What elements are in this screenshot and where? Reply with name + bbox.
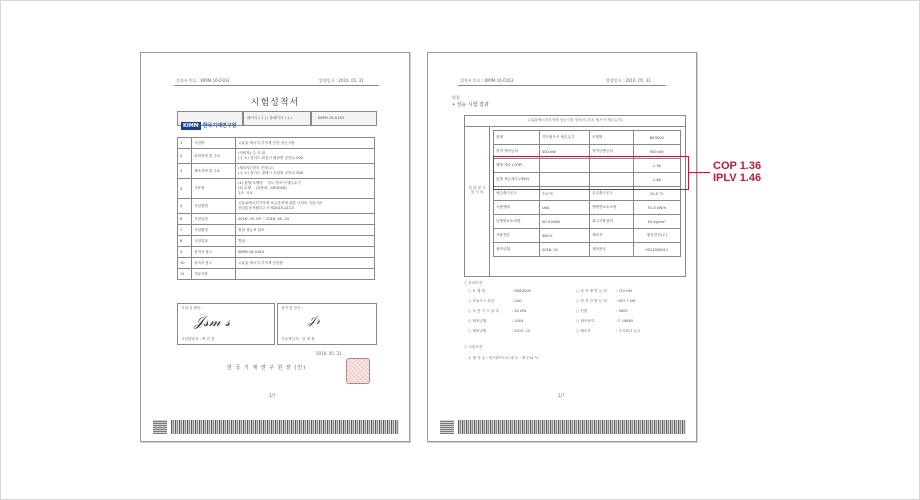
table-cell: NE3000 xyxy=(633,131,680,145)
table-row xyxy=(178,164,375,179)
logo-meta-box xyxy=(243,111,311,126)
handwritten-signature-1: 𝒥𝓈𝓂 𝓈 xyxy=(194,314,231,330)
row-label: 시험결과 xyxy=(191,236,235,247)
spec-cell: : 2004 xyxy=(512,319,524,323)
row-number: 5 xyxy=(178,199,192,214)
sign-left-box xyxy=(177,303,275,345)
page2-number: 2/7 xyxy=(558,393,565,398)
kimm-logo xyxy=(177,111,243,129)
spec-list xyxy=(468,289,683,339)
table-row xyxy=(178,236,375,247)
row-label: 시험환경 xyxy=(191,225,235,236)
page1-header-right: 발행일자 : 2016. 05. 31 xyxy=(319,78,364,83)
row-value: (제조자) 엘지 전자(주) (주 소) 경기도 평택시 진위면 공단로 000 xyxy=(235,164,374,179)
spec-cell: : 40 kPa xyxy=(512,309,527,313)
row-value: 2016. 05. 09 ~ 2016. 05. 24 xyxy=(235,214,374,225)
cop-iplv-highlight-box xyxy=(493,156,689,190)
spec-row xyxy=(468,289,683,299)
row-label: 성적서 용도 xyxy=(191,258,235,269)
logo-code: KIMM-16-0163 xyxy=(318,116,344,120)
spec-cell: : 712 kW xyxy=(616,289,632,293)
logo-name: 한국기계연구원 xyxy=(202,123,237,129)
row-number: 7 xyxy=(178,225,192,236)
table-cell: 1.46 xyxy=(633,173,680,187)
header-rule xyxy=(174,85,379,86)
row-value: KIMM-16-0163 xyxy=(235,247,374,258)
table-cell: 7.0 °C xyxy=(539,187,589,201)
spec-row xyxy=(468,299,683,309)
row-label: 시료명 xyxy=(191,179,235,199)
table-cell: 히트펌프식 냉온수기 xyxy=(539,131,589,145)
table-cell: 제조번호 xyxy=(590,243,634,257)
table-row xyxy=(178,269,375,280)
table-cell: 000 kW xyxy=(633,145,680,159)
spec-cell: : LNG xyxy=(512,299,522,303)
results-table xyxy=(493,130,681,257)
row-value xyxy=(235,269,374,280)
logo-meta: 페이지 ( 1 ) / 총페이지 ( 1 ) xyxy=(247,116,292,120)
table-cell: 난방연료소비량 xyxy=(494,215,540,229)
row-number: 9 xyxy=(178,247,192,258)
annotation-cop: COP 1.36 xyxy=(713,160,762,172)
table-cell: 제조년월 xyxy=(494,243,540,257)
row-value: (의뢰자) 주 식 회 (주 소) 경기도 화성시 팔탄면 공단로 000 xyxy=(235,149,374,164)
section-label: 별첨 xyxy=(452,95,460,100)
table-cell: 0012050011 xyxy=(633,243,680,257)
spec-cell: : 주식회사 수국 xyxy=(616,329,641,333)
table-cell: 정격난방능력 xyxy=(590,145,634,159)
spec-cell: ○ 정 격 냉 방 능 력 xyxy=(576,289,607,293)
spec-cell: ○ 모 델 명 xyxy=(468,289,485,293)
table-row xyxy=(178,138,375,149)
table-cell: 통합 성능계수 (IPLV) xyxy=(494,173,540,187)
row-label: 성적서 용도 xyxy=(191,247,235,258)
results-table-frame xyxy=(464,115,686,277)
sign-right-name: 기술책임자 : 김 재 철 xyxy=(281,337,315,341)
table-row xyxy=(494,131,681,145)
row-label: 제조자명 및 주소 xyxy=(191,164,235,179)
row-value: 고효율 에너지 기자재 인증 성능시험 xyxy=(235,138,374,149)
spec-cell: ○ 제조년월 xyxy=(468,329,487,333)
table-cell: 00.0 kW/h xyxy=(539,215,589,229)
spec-cell: ○ 제조자 xyxy=(576,329,591,333)
sign-left-name: 시험담당자 : 박 진 설 xyxy=(181,337,215,341)
page1-header-left: 성적서 번호 : KIMM-16-0163 xyxy=(176,78,230,83)
issuer-name: 한 국 기 계 연 구 원 장 (인) xyxy=(227,365,307,371)
table-cell: 10 kg/cm² xyxy=(633,215,680,229)
table-row xyxy=(178,225,375,236)
barcode-strip xyxy=(458,420,686,434)
table-row xyxy=(494,215,681,229)
table-row xyxy=(178,214,375,225)
row-number: 4 xyxy=(178,179,192,199)
table-cell: 냉방연료소모량 xyxy=(590,201,634,215)
table-cell: 51.3 kW/h xyxy=(633,201,680,215)
spec-cell: ○ 전원 xyxy=(576,309,588,313)
row-value: (1) 품명/모델명 히트 펌프식 냉온수기 (2) 수량 [상용화 : NE3000] 1조 시료 xyxy=(235,179,374,199)
spec-row xyxy=(468,319,683,329)
row-number: 3 xyxy=(178,164,192,179)
logo-code-box xyxy=(311,111,377,126)
page2-header-left: 성적서 번호 : KIMM-16-0163 xyxy=(460,78,514,83)
table-cell: 품명 xyxy=(494,131,540,145)
table-cell: 380 V xyxy=(539,229,589,243)
row-value: 고효율에너지기자재 보급촉진에 관한 규정의 기술기준 산업통상자원부고시 제2015-211호 xyxy=(235,199,374,214)
barcode-strip xyxy=(171,420,399,434)
certificate-page-2 xyxy=(427,52,697,442)
table-cell: 온수출구온도 xyxy=(590,187,634,201)
results-table-title: 고효율에너지기자재 성능시험 성적서 (히트 펌프식 냉온수기) xyxy=(527,118,623,122)
table-row xyxy=(178,179,375,199)
spec-cell: ○ 사 용 가 스 압 력 xyxy=(468,309,499,313)
table-row xyxy=(178,199,375,214)
table-row xyxy=(178,247,375,258)
annotation-leader-line xyxy=(688,172,710,173)
table-row xyxy=(494,229,681,243)
title-divider xyxy=(465,126,685,127)
spec-row xyxy=(468,329,683,339)
logo-abbr: KIMM xyxy=(183,123,199,129)
side-label-cell xyxy=(465,126,490,276)
table-cell: 사용전압 xyxy=(494,229,540,243)
sign-right-caption: 성적 및 승인 : xyxy=(281,306,303,310)
qr-code xyxy=(153,420,167,434)
handwritten-signature-2: 𝒥𝓇 xyxy=(308,314,321,327)
spec-row xyxy=(468,309,683,319)
row-label: 시험명 xyxy=(191,138,235,149)
row-value: 별첨 xyxy=(235,236,374,247)
spec-cell: ○ 정 격 난 방 능 력 xyxy=(576,299,607,303)
table-row xyxy=(494,201,681,215)
spec-cell: ○ 제조년월 xyxy=(468,319,487,323)
condition-header: ○ 시험조건 xyxy=(464,345,483,349)
annotation-iplv: IPLV 1.46 xyxy=(713,172,762,184)
table-cell: 모델명 xyxy=(590,131,634,145)
sign-right-box xyxy=(277,303,377,345)
table-cell: LNG xyxy=(539,201,589,215)
spec-header: ○ 부하조건 xyxy=(464,281,483,285)
table-cell: 냉방 계수 (COP) xyxy=(494,159,540,173)
table-cell: 50.0 °C xyxy=(633,187,680,201)
row-number: 10 xyxy=(178,258,192,269)
row-label: 시험방법 xyxy=(191,199,235,214)
condition-line: 1. 냉 각 수 : 외기27°C 2. 냉 수 : 출구12 °C xyxy=(468,356,539,360)
spec-cell: : 380V xyxy=(616,309,628,313)
page2-header-right: 발행일자 : 2016. 05. 31 xyxy=(606,78,651,83)
table-cell: 000 kW xyxy=(539,145,589,159)
row-number: 11 xyxy=(178,269,192,280)
table-row xyxy=(178,149,375,164)
official-seal-stamp xyxy=(346,358,370,384)
table-cell: 정격 냉각능력 xyxy=(494,145,540,159)
page1-number: 1/7 xyxy=(269,393,276,398)
row-number: 8 xyxy=(178,236,192,247)
row-label: 의뢰자명 및 주소 xyxy=(191,149,235,164)
header-rule xyxy=(458,85,666,86)
row-label: 시험일자 xyxy=(191,214,235,225)
table-cell: 엘지전자(주) xyxy=(633,229,680,243)
table-cell: 사용냉매 xyxy=(494,201,540,215)
row-value: 고효율 에너지 기자재 인증용 xyxy=(235,258,374,269)
table-cell: 1.36 xyxy=(633,159,680,173)
spec-cell: : 657.7 kW xyxy=(616,299,636,303)
table-cell: 2016. 01 xyxy=(539,243,589,257)
table-row xyxy=(178,258,375,269)
row-number: 2 xyxy=(178,149,192,164)
sign-left-caption: 시험 및 확인 : xyxy=(181,306,203,310)
spec-cell: : 2015. 10 xyxy=(512,329,531,333)
spec-cell: : RNE3000 xyxy=(512,289,531,293)
side-label: 결 과 및 시 험 시 료 xyxy=(468,186,486,195)
spec-cell: ○ 제조번호 xyxy=(576,319,595,323)
table-row xyxy=(494,243,681,257)
row-number: 6 xyxy=(178,214,192,225)
certificate-table xyxy=(177,137,375,280)
table-cell: 제조자 xyxy=(590,229,634,243)
spec-cell: ○ 사용가스 종류 xyxy=(468,299,495,303)
section-title: • 성능 시험 결과 xyxy=(452,102,489,108)
page1-date: 2016. 05. 31. xyxy=(316,351,343,356)
row-label: 기타사항 xyxy=(191,269,235,280)
spec-cell: : F-19865 xyxy=(616,319,634,323)
certificate-page-1 xyxy=(140,52,410,442)
row-number: 1 xyxy=(178,138,192,149)
qr-code xyxy=(440,420,454,434)
page1-title: 시험성적서 xyxy=(250,98,300,108)
row-value: 별첨 성능표 참조 xyxy=(235,225,374,236)
table-cell: 최고사용압력 xyxy=(590,215,634,229)
table-cell: 냉수출구온도 xyxy=(494,187,540,201)
